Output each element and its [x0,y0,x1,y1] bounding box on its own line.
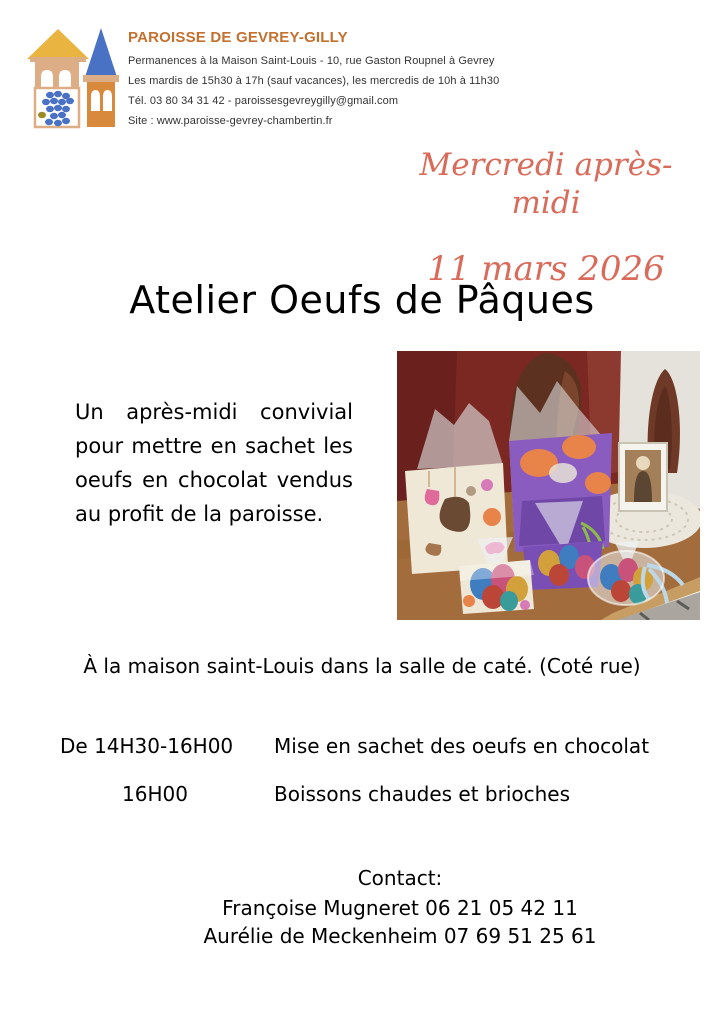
header-hours-line: Les mardis de 15h30 à 17h (sauf vacances), les mercredis de 10h à 11h30 [128,75,500,87]
schedule-time: 16H00 [122,782,188,806]
event-date: 11 mars 2026 [427,249,665,289]
schedule-row [60,782,700,806]
contact-label: Contact: [357,866,443,890]
content-row [75,351,700,620]
parish-name: PAROISSE DE GEVREY-GILLY [128,29,348,46]
easter-egg-bags-photo [397,351,700,620]
contact-person: Françoise Mugneret 06 21 05 42 11 [222,896,578,920]
parish-church-logo-icon [25,25,125,137]
event-date-block [400,146,692,288]
header-address-line: Permanences à la Maison Saint-Louis - 10, rue Gaston Roupnel à Gevrey [128,55,495,67]
schedule-activity: Mise en sachet des oeufs en chocolat [274,734,650,758]
schedule-activity: Boissons chaudes et brioches [274,782,571,806]
schedule-time: De 14H30-16H00 [60,734,234,758]
event-description: Un après-midi convivial pour mettre en sachet les oeufs en chocolat vendus au profit de la paroisse. [75,400,353,526]
schedule-row [60,734,700,758]
header-phone-email-line: Tél. 03 80 34 31 42 - paroissesgevreygilly@gmail.com [128,95,399,107]
event-location: À la maison saint-Louis dans la salle de caté. (Coté rue) [83,654,641,678]
contact-block [38,866,724,950]
contact-person: Aurélie de Meckenheim 07 69 51 25 61 [203,924,597,948]
event-title: Atelier Oeufs de Pâques [129,278,595,322]
header-website-line: Site : www.paroisse-gevrey-chambertin.fr [128,115,333,127]
event-weekday: Mercredi après-midi [419,147,673,221]
header-text-block [128,29,548,135]
event-schedule [60,734,700,806]
